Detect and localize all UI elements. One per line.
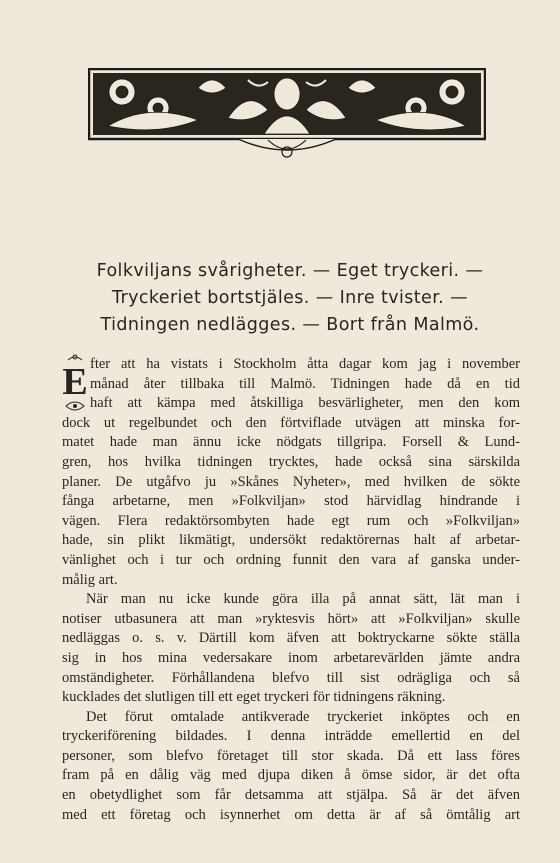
body-line: vänlighet och i tur och ordning funnit den vara af ganska under- bbox=[62, 551, 520, 568]
body-line: nedläggas o. s. v. Därtill kom äfven att boktryckarne sökte ställa bbox=[62, 630, 520, 647]
body-line: vägen. Flera redaktörsombyten hade egt rum och »Folkviljan» bbox=[62, 512, 520, 529]
body-line: sig in hos mina vedersakare inom arbetarevärlden jämte andra bbox=[62, 649, 520, 666]
body-line: personer, som blefvo företaget till stor skada. Då ett lass föres bbox=[62, 747, 520, 764]
heading-line-2: Tryckeriet bortstjäles. — Inre tvister. — bbox=[111, 288, 469, 308]
body-line: matet hade man ännu icke nödgats tillgripa. Forsell & Lund- bbox=[62, 434, 520, 451]
drop-cap-letter: E bbox=[62, 361, 88, 403]
body-line: planer. De utgåfvo ju »Skånes Nyheter», med hvilken de sökte bbox=[62, 473, 520, 490]
body-text bbox=[62, 355, 520, 825]
chapter-heading bbox=[60, 258, 520, 339]
heading-line-3: Tidningen nedlägges. — Bort från Malmö. bbox=[100, 315, 480, 335]
body-line: dock ut regelbundet och den förtviflade utvägen att minska for- bbox=[62, 414, 520, 431]
body-line: tryckeriförening bildades. I denna inträdde emellertid en del bbox=[62, 728, 520, 745]
body-line: Det förut omtalade antikverade tryckeriet inköptes och en bbox=[86, 708, 520, 725]
body-line: hade, sin plikt likmätigt, undersökt redaktörernas halt af arbetar- bbox=[62, 532, 520, 549]
body-line: fram på en dålig väg med djupa diken å ömse sidor, är det ofta bbox=[62, 767, 520, 784]
body-line: notiser utbasunera att man »ryktesvis hört» att »Folkviljan» skulle bbox=[62, 610, 520, 627]
body-line: en obetydlighet som får detsamma att stjälpa. Så är det äfven bbox=[62, 787, 520, 804]
body-line: målig art. bbox=[62, 571, 118, 588]
body-line: kucklades det slutligen till ett eget tryckeri för tidningens räkning. bbox=[62, 689, 446, 706]
body-line: omständigheter. Förhållandena blefvo till sist odrägliga och så bbox=[62, 669, 520, 686]
body-line: När man nu icke kunde göra illa på annat sätt, lät man i bbox=[86, 591, 520, 608]
body-line: fånga arbetarne, men »Folkviljan» stod härvidlag hindrande i bbox=[62, 493, 520, 510]
body-line: haft att kämpa med åtskilliga besvärligheter, men den kom bbox=[90, 395, 520, 412]
heading-line-1: Folkviljans svårigheter. — Eget tryckeri. — bbox=[96, 261, 484, 281]
body-line: fter att ha vistats i Stockholm åtta dagar kom jag i november bbox=[90, 356, 520, 372]
body-line: gren, hos hvilka tidningen trycktes, hade också sina särskilda bbox=[62, 453, 520, 470]
body-line: månad åter tillbaka till Malmö. Tidningen hade då en tid bbox=[90, 375, 520, 392]
body-line: med ett företag och isynnerhet om detta är af så ömtålig art bbox=[62, 806, 520, 823]
decorative-header-ornament bbox=[88, 68, 486, 164]
